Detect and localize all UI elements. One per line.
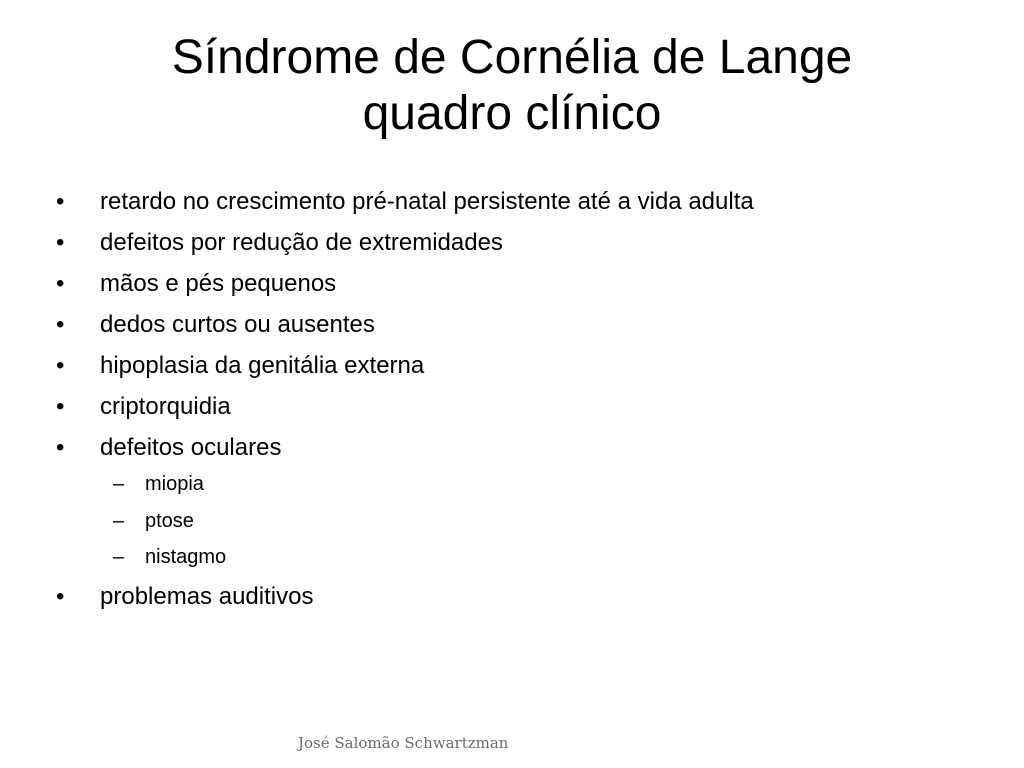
list-item — [56, 430, 956, 468]
bullet-icon: • — [56, 434, 65, 461]
list-item-text: problemas auditivos — [100, 583, 314, 610]
dash-icon: – — [113, 473, 125, 495]
bullet-icon: • — [56, 583, 65, 610]
sub-list-item — [56, 541, 956, 579]
dash-icon: – — [113, 509, 125, 532]
bullet-icon: • — [56, 352, 65, 379]
title-line-2: quadro clínico — [362, 87, 662, 140]
footer-author: José Salomão Schwartzman — [298, 734, 509, 752]
sub-list-item-text: nistagmo — [145, 546, 227, 568]
bullet-list — [56, 184, 956, 620]
sub-list-item-text: miopia — [145, 473, 204, 495]
bullet-icon: • — [56, 229, 65, 256]
list-item — [56, 225, 956, 266]
dash-icon: – — [113, 546, 125, 568]
bullet-icon: • — [56, 270, 65, 297]
sub-list-item — [56, 468, 956, 505]
sub-list-item — [56, 505, 956, 542]
slide-title — [60, 30, 964, 142]
bullet-icon: • — [56, 311, 65, 338]
list-item-text: dedos curtos ou ausentes — [100, 311, 375, 338]
list-item — [56, 307, 956, 348]
sub-list-item-text: ptose — [145, 509, 194, 532]
list-item-text: retardo no crescimento pré-natal persistente até a vida adulta — [100, 188, 754, 215]
list-item-text: defeitos por redução de extremidades — [100, 229, 503, 256]
bullet-icon: • — [56, 188, 65, 215]
list-item — [56, 184, 956, 225]
list-item — [56, 579, 956, 620]
bullet-icon: • — [56, 393, 65, 420]
list-item — [56, 389, 956, 430]
list-item-text: hipoplasia da genitália externa — [100, 352, 425, 379]
list-item-text: defeitos oculares — [100, 434, 282, 461]
list-item — [56, 348, 956, 389]
list-item-text: criptorquidia — [100, 393, 231, 420]
list-item-text: mãos e pés pequenos — [100, 270, 337, 297]
title-line-1: Síndrome de Cornélia de Lange — [171, 31, 853, 84]
list-item — [56, 266, 956, 307]
